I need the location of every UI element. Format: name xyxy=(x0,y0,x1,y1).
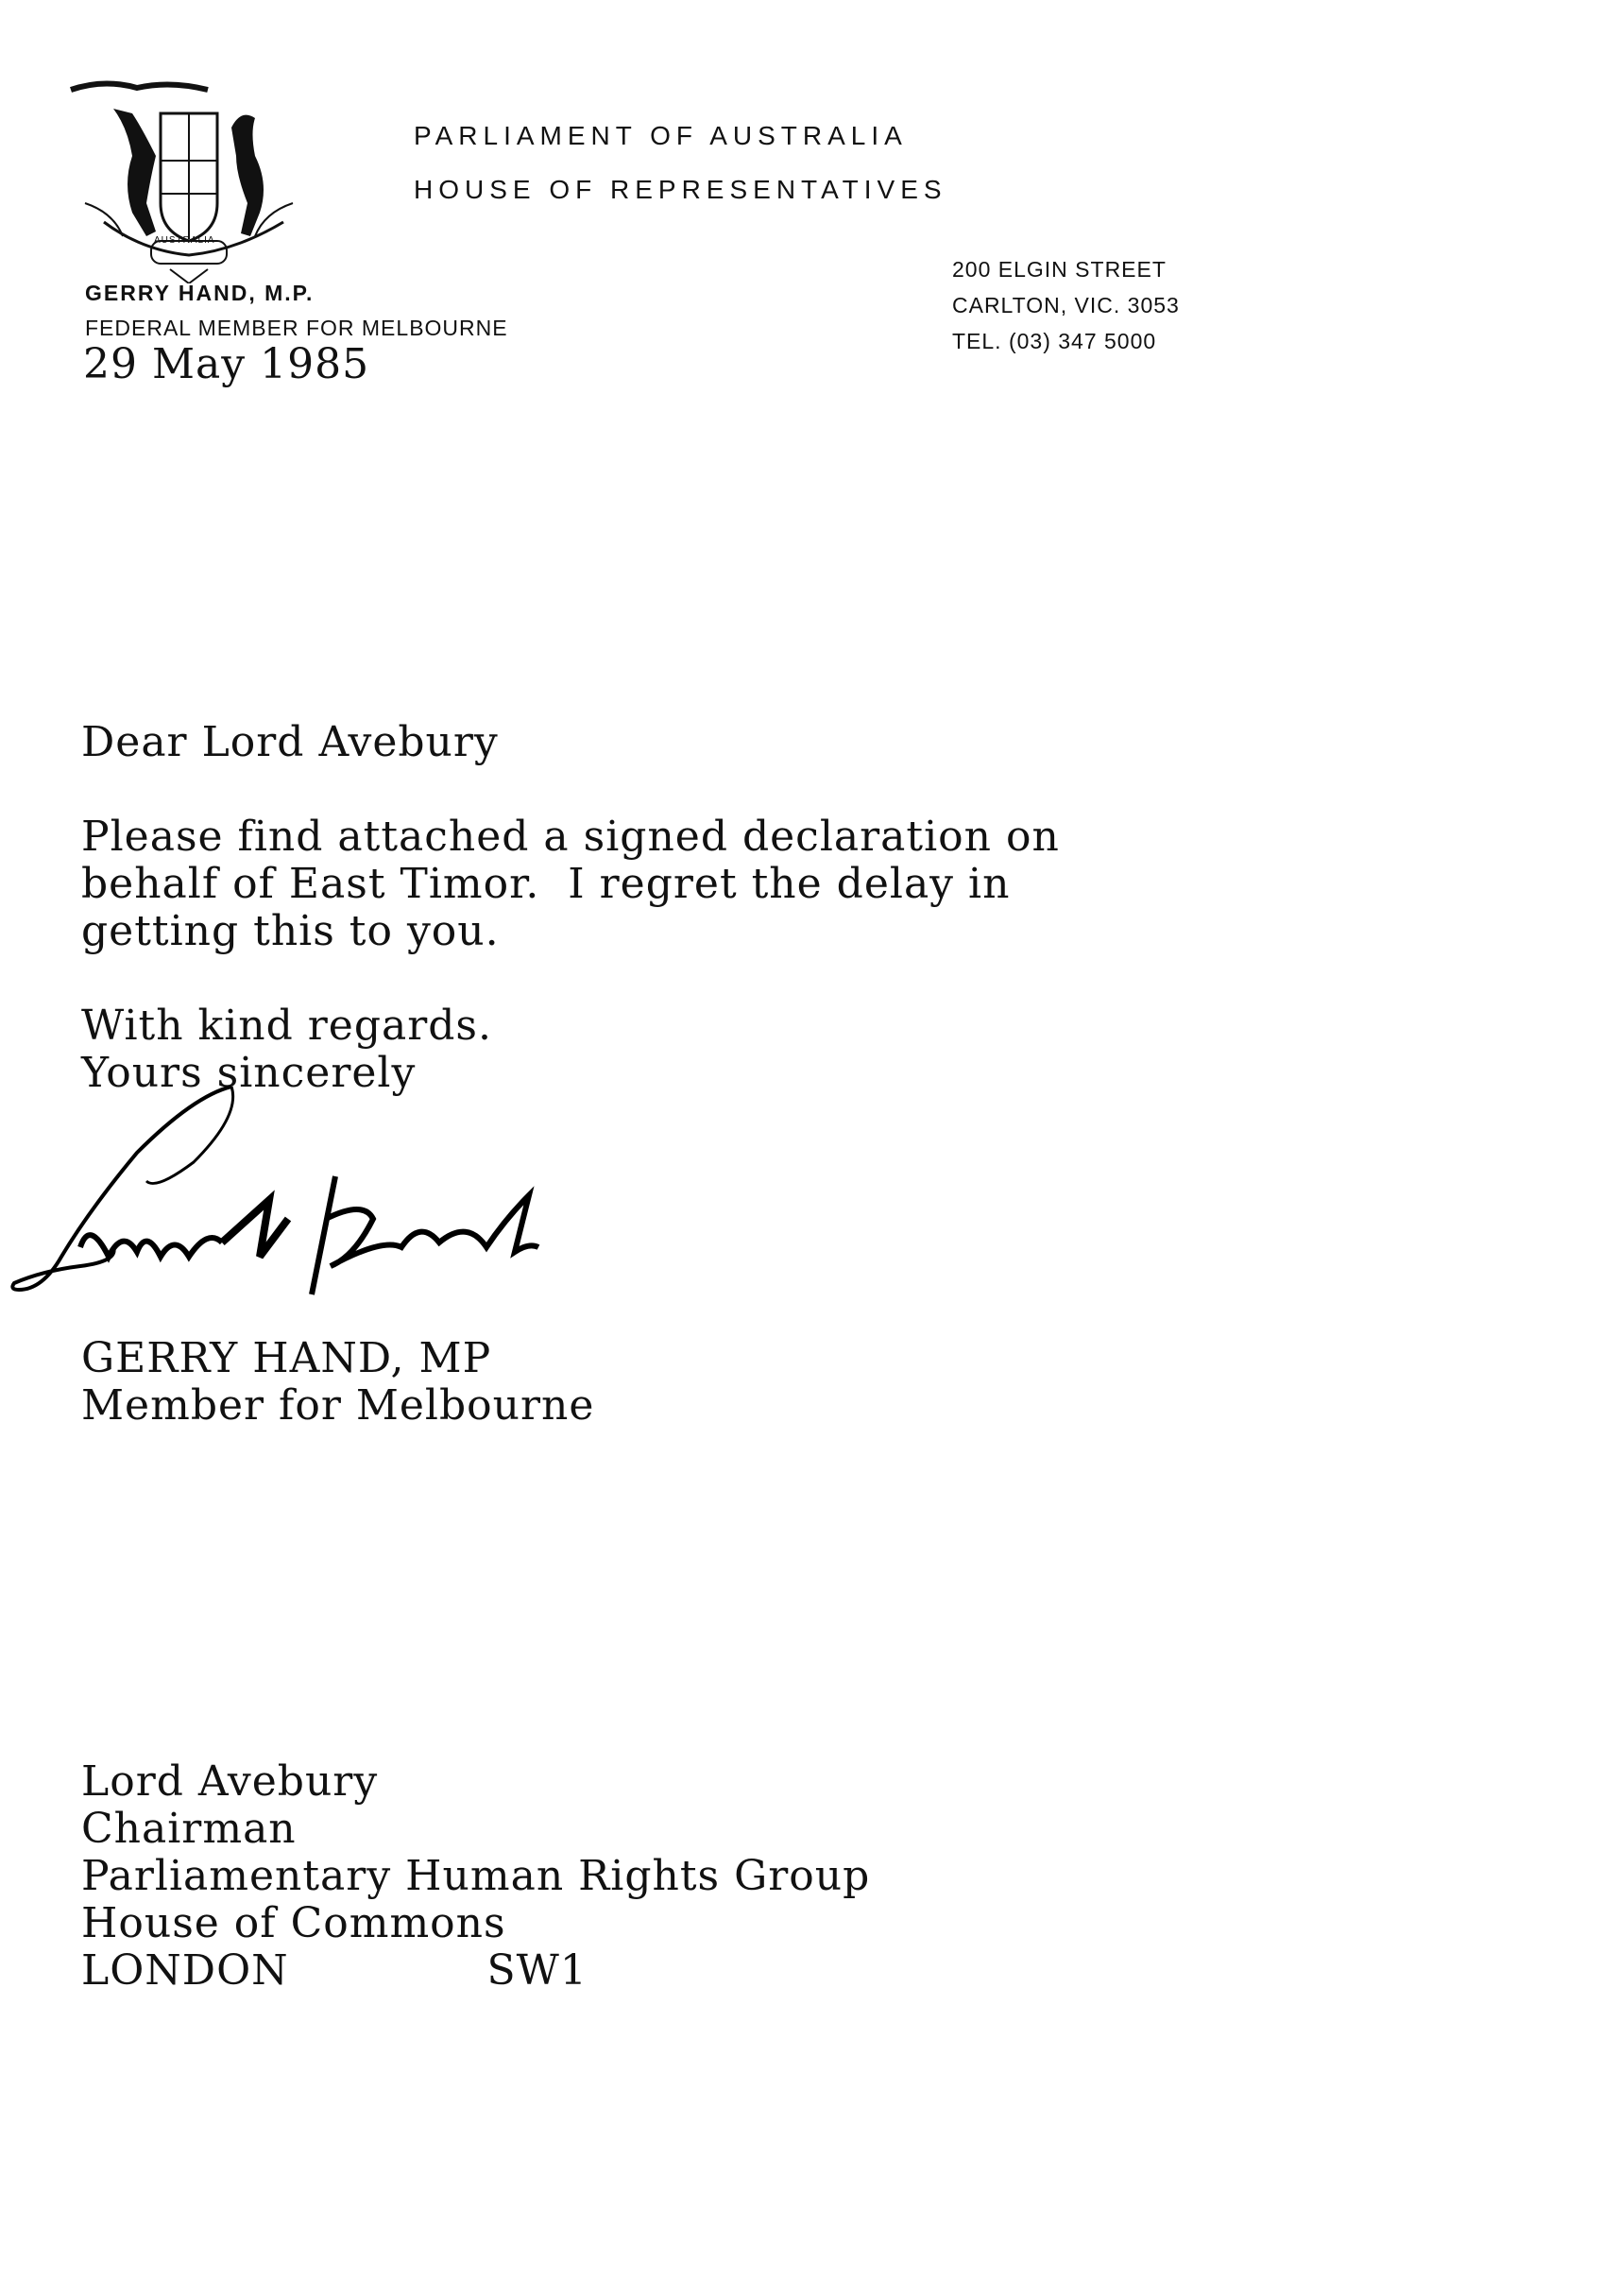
crest-label: AUSTRALIA xyxy=(154,235,215,246)
closing-sincerely: Yours sincerely xyxy=(81,1049,417,1097)
address-phone: TEL. (03) 347 5000 xyxy=(952,329,1157,353)
closing-regards: With kind regards. xyxy=(81,1002,492,1050)
recipient-line: Chairman xyxy=(81,1805,297,1853)
address-street: 200 ELGIN STREET xyxy=(952,257,1167,282)
address-city: CARLTON, VIC. 3053 xyxy=(952,293,1180,317)
handwritten-signature xyxy=(5,1077,543,1323)
signatory-name: GERRY HAND, MP xyxy=(81,1334,492,1382)
salutation: Dear Lord Avebury xyxy=(81,718,499,766)
letter-date: 29 May 1985 xyxy=(83,340,370,388)
letterhead-parliament: PARLIAMENT OF AUSTRALIA xyxy=(414,121,908,150)
member-name: GERRY HAND, M.P. xyxy=(85,281,315,305)
coat-of-arms-icon xyxy=(66,71,349,283)
recipient-line: Parliamentary Human Rights Group xyxy=(81,1852,871,1900)
body-line: getting this to you. xyxy=(81,907,500,955)
recipient-line: LONDON SW1 xyxy=(81,1946,588,1995)
recipient-line: Lord Avebury xyxy=(81,1757,379,1806)
member-title: FEDERAL MEMBER FOR MELBOURNE xyxy=(85,316,508,340)
signatory-title: Member for Melbourne xyxy=(81,1381,595,1430)
body-line: Please find attached a signed declaration on xyxy=(81,813,1060,861)
recipient-line: House of Commons xyxy=(81,1899,506,1947)
letterhead-house: HOUSE OF REPRESENTATIVES xyxy=(414,175,947,204)
body-line: behalf of East Timor. I regret the delay in xyxy=(81,860,1011,908)
